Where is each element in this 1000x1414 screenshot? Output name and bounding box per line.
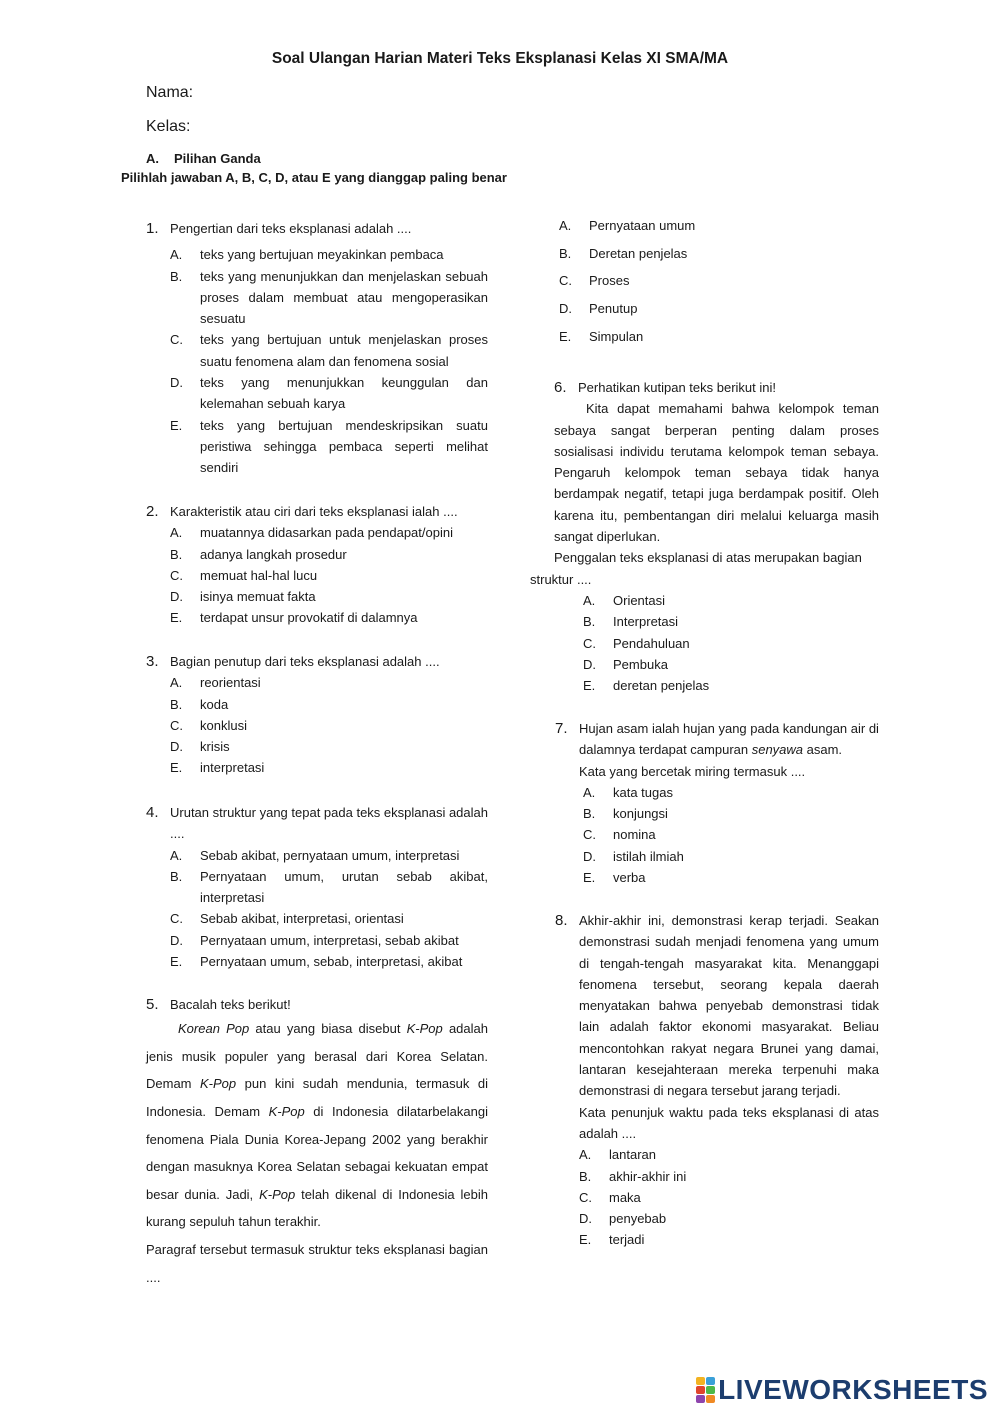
question-4 — [146, 802, 488, 972]
option-letter: A. — [579, 1147, 592, 1163]
option-text: terjadi — [609, 1232, 645, 1248]
option-letter: E. — [170, 760, 183, 776]
option-text: teks yang menunjukkan keunggulan dan kelemahan sebuah karya — [200, 375, 488, 412]
answer-option[interactable] — [170, 544, 488, 565]
question-6-passage: Kita dapat memahami bahwa kelompok teman sebaya sangat berperan penting dalam proses sosialisasi individu terutama kelompok teman sebaya. Pengaruh kelompok teman sebaya tidak hanya berdampak negatif, tetapi juga berdampak positif. Oleh karena itu, pembentangan diri melalui keluarga masih sangat diperlukan. — [554, 401, 879, 545]
option-letter: D. — [170, 375, 183, 391]
question-7-stem — [555, 718, 879, 761]
liveworksheets-logo — [696, 1374, 988, 1406]
option-letter: C. — [559, 273, 572, 289]
option-letter: D. — [170, 932, 183, 948]
option-letter: C. — [583, 827, 596, 843]
option-letter: E. — [170, 417, 183, 433]
option-letter: B. — [559, 245, 572, 261]
question-4-text: Urutan struktur yang tepat pada teks eksplanasi adalah .... — [170, 805, 488, 842]
question-8 — [555, 910, 879, 1251]
question-7-italic-word: senyawa — [751, 742, 804, 758]
option-text: akhir-akhir ini — [609, 1168, 687, 1184]
question-7-question: Kata yang bercetak miring termasuk .... — [579, 763, 806, 779]
question-4-number: 4. — [146, 804, 159, 821]
answer-option[interactable] — [170, 845, 488, 866]
option-letter: C. — [579, 1189, 592, 1205]
passage-italic: K-Pop — [268, 1104, 305, 1120]
answer-option[interactable] — [170, 736, 488, 757]
option-text: teks yang bertujuan untuk menjelaskan proses suatu fenomena alam dan fenomena sosial — [200, 332, 488, 369]
option-text: Sebab akibat, pernyataan umum, interpretasi — [200, 847, 460, 863]
question-5-passage — [146, 1015, 488, 1236]
option-text: istilah ilmiah — [613, 848, 684, 864]
question-3-stem — [146, 651, 488, 672]
question-3 — [146, 651, 488, 779]
answer-option[interactable] — [583, 654, 879, 675]
option-letter: E. — [170, 610, 183, 626]
question-6-text: Perhatikan kutipan teks berikut ini! — [578, 380, 776, 395]
question-3-options — [170, 672, 488, 778]
question-6-question: Penggalan teks eksplanasi di atas merupakan bagian — [554, 550, 862, 566]
answer-option[interactable] — [170, 672, 488, 693]
option-text: adanya langkah prosedur — [200, 546, 347, 562]
option-text: Pendahuluan — [613, 635, 690, 651]
logo-square — [706, 1377, 715, 1385]
answer-option[interactable] — [579, 1166, 879, 1187]
question-4-stem — [146, 802, 488, 845]
option-text: teks yang bertujuan mendeskripsikan suatu peristiwa sehingga pembaca seperti melihat sendiri — [200, 417, 488, 476]
answer-option[interactable] — [583, 590, 879, 611]
question-7-number: 7. — [555, 720, 568, 737]
answer-option[interactable] — [559, 212, 879, 240]
passage-text: pun kini sudah mendunia, termasuk di Indonesia. Demam — [146, 1076, 488, 1120]
answer-option[interactable] — [583, 633, 879, 654]
option-text: Deretan penjelas — [589, 245, 688, 261]
option-letter: B. — [583, 614, 596, 630]
option-letter: E. — [583, 870, 596, 886]
option-letter: B. — [170, 268, 183, 284]
question-8-number: 8. — [555, 912, 568, 929]
option-text: konjungsi — [613, 806, 668, 822]
question-5 — [146, 994, 488, 1291]
question-1-options — [170, 244, 488, 478]
question-8-stem — [555, 910, 879, 1102]
question-1-number: 1. — [146, 220, 159, 237]
option-letter: E. — [559, 328, 572, 344]
answer-option[interactable] — [583, 867, 879, 888]
name-field-label: Nama: — [146, 84, 194, 101]
question-5-options — [559, 212, 879, 351]
option-letter: E. — [583, 678, 596, 694]
question-3-text: Bagian penutup dari teks eksplanasi adalah .... — [170, 654, 440, 669]
question-7-text: Hujan asam ialah hujan yang pada kandungan air di dalamnya terdapat campuran — [579, 721, 879, 758]
option-text: teks yang menunjukkan dan menjelaskan sebuah proses dalam membuat atau mengoperasikan sesuatu — [200, 268, 488, 327]
option-text: teks yang bertujuan meyakinkan pembaca — [200, 247, 444, 263]
option-text: Pernyataan umum — [589, 218, 696, 233]
answer-option[interactable] — [170, 866, 488, 909]
option-text: kata tugas — [613, 784, 673, 800]
option-text: memuat hal-hal lucu — [200, 567, 318, 583]
answer-option[interactable] — [170, 244, 488, 265]
option-letter: A. — [170, 847, 183, 863]
option-text: muatannya didasarkan pada pendapat/opini — [200, 525, 453, 541]
liveworksheets-wordmark: LIVEWORKSHEETS — [718, 1374, 988, 1405]
question-5-number: 5. — [146, 996, 159, 1013]
answer-option[interactable] — [170, 930, 488, 951]
answer-option[interactable] — [559, 323, 879, 351]
option-text: Pembuka — [613, 656, 668, 672]
answer-option[interactable] — [170, 607, 488, 628]
logo-square — [696, 1395, 705, 1403]
answer-option[interactable] — [170, 415, 488, 479]
passage-text: atau yang biasa disebut — [249, 1021, 407, 1037]
question-8-options — [579, 1144, 879, 1250]
question-2-text: Karakteristik atau ciri dari teks eksplanasi ialah .... — [170, 504, 458, 519]
option-text: Pernyataan umum, interpretasi, sebab akibat — [200, 932, 459, 948]
answer-option[interactable] — [583, 675, 879, 696]
passage-text: di Indonesia dilatarbelakangi fenomena Piala Dunia Korea-Jepang 2002 yang berakhir dengan masuknya Korea Selatan sebagai kekuatan empat besar dunia. Jadi, — [146, 1104, 488, 1202]
answer-option[interactable] — [170, 522, 488, 543]
question-6-stem — [554, 377, 879, 398]
question-1-stem — [146, 218, 488, 239]
question-4-options — [170, 845, 488, 973]
option-text: koda — [200, 696, 229, 712]
option-letter: A. — [170, 525, 183, 541]
option-letter: C. — [170, 567, 183, 583]
option-letter: B. — [170, 546, 183, 562]
answer-option[interactable] — [559, 267, 879, 295]
passage-text: telah dikenal di Indonesia lebih kurang sepuluh tahun terakhir. — [146, 1186, 488, 1230]
answer-option[interactable] — [579, 1229, 879, 1250]
answer-option[interactable] — [170, 908, 488, 929]
answer-option[interactable] — [583, 611, 879, 632]
option-letter: E. — [579, 1232, 592, 1248]
passage-text: adalah jenis musik populer yang berasal dari Korea Selatan. Demam — [146, 1021, 488, 1092]
answer-option[interactable] — [170, 565, 488, 586]
option-letter: D. — [583, 848, 596, 864]
option-letter: D. — [583, 656, 596, 672]
option-letter: B. — [170, 696, 183, 712]
answer-option[interactable] — [583, 824, 879, 845]
section-label: Pilihan Ganda — [174, 151, 261, 166]
question-2-options — [170, 522, 488, 628]
option-text: lantaran — [609, 1147, 656, 1163]
option-text: terdapat unsur provokatif di dalamnya — [200, 610, 418, 626]
answer-option[interactable] — [170, 694, 488, 715]
question-2-stem — [146, 501, 488, 522]
option-letter: B. — [583, 806, 596, 822]
question-6-question-cont: struktur .... — [530, 571, 592, 587]
logo-square — [696, 1377, 705, 1385]
section-number: A. — [146, 151, 159, 166]
question-8-question: Kata penunjuk waktu pada teks eksplanasi di atas adalah .... — [579, 1104, 879, 1141]
option-text: isinya memuat fakta — [200, 589, 316, 605]
question-5-stem — [146, 994, 488, 1015]
option-text: deretan penjelas — [613, 678, 710, 694]
section-heading — [146, 151, 261, 166]
option-letter: B. — [579, 1168, 592, 1184]
option-text: Simpulan — [589, 328, 644, 344]
option-text: Sebab akibat, interpretasi, orientasi — [200, 911, 404, 927]
option-text: krisis — [200, 739, 230, 755]
option-letter: A. — [583, 784, 596, 800]
page-title: Soal Ulangan Harian Materi Teks Eksplanasi Kelas XI SMA/MA — [271, 50, 729, 67]
passage-italic: K-Pop — [406, 1021, 443, 1037]
option-text: penyebab — [609, 1211, 667, 1227]
answer-option[interactable] — [170, 372, 488, 415]
answer-option[interactable] — [170, 329, 488, 372]
liveworksheets-logo-icon — [696, 1377, 715, 1403]
question-8-text: Akhir-akhir ini, demonstrasi kerap terjadi. Seakan demonstrasi sudah menjadi fenomena yang umum di tengah-tengah masyarakat kita. Menanggapi fenomena tersebut, seorang kepala daerah menyatakan bahwa penyebab demonstrasi tidak lain adalah faktor ekonomi masyarakat. Beliau mencontohkan rakyat negara Brunei yang damai, lantaran kesejahteraan mereka terpenuhi maka demonstrasi di negara tersebut jarang terjadi. — [579, 913, 879, 1099]
class-field-label: Kelas: — [146, 118, 191, 135]
option-text: Pernyataan umum, sebab, interpretasi, akibat — [200, 954, 463, 970]
option-text: Penutup — [589, 301, 638, 317]
option-letter: E. — [170, 954, 183, 970]
question-6-number: 6. — [554, 379, 567, 396]
option-text: Orientasi — [613, 592, 666, 608]
question-2 — [146, 501, 488, 629]
logo-square — [696, 1386, 705, 1394]
answer-option[interactable] — [170, 951, 488, 972]
logo-square — [706, 1386, 715, 1394]
passage-italic: K-Pop — [259, 1186, 296, 1202]
answer-option[interactable] — [579, 1187, 879, 1208]
option-letter: A. — [559, 218, 572, 233]
question-7-options — [583, 782, 879, 888]
question-2-number: 2. — [146, 503, 159, 520]
option-text: Pernyataan umum, urutan sebab akibat, interpretasi — [200, 868, 488, 906]
option-text: konklusi — [200, 717, 247, 733]
option-letter: D. — [170, 739, 183, 755]
question-5-text: Bacalah teks berikut! — [170, 997, 291, 1012]
question-7 — [555, 718, 879, 888]
option-text: nomina — [613, 827, 656, 843]
question-1 — [146, 218, 488, 479]
option-text: Interpretasi — [613, 614, 679, 630]
question-6-options — [583, 590, 879, 696]
logo-square — [706, 1395, 715, 1403]
answer-option[interactable] — [170, 715, 488, 736]
answer-option[interactable] — [170, 266, 488, 330]
option-letter: A. — [170, 247, 183, 263]
answer-option[interactable] — [583, 846, 879, 867]
passage-italic: Korean Pop — [178, 1021, 250, 1037]
question-1-text: Pengertian dari teks eksplanasi adalah .... — [170, 221, 412, 236]
option-letter: C. — [583, 635, 596, 651]
answer-option[interactable] — [170, 757, 488, 778]
option-letter: D. — [579, 1211, 592, 1227]
option-text: interpretasi — [200, 760, 265, 776]
answer-option[interactable] — [583, 782, 879, 803]
option-text: verba — [613, 870, 646, 886]
option-letter: A. — [583, 592, 596, 608]
passage-italic: K-Pop — [200, 1076, 237, 1092]
answer-option[interactable] — [170, 586, 488, 607]
answer-option[interactable] — [583, 803, 879, 824]
option-text: Proses — [589, 273, 630, 289]
answer-option[interactable] — [579, 1144, 879, 1165]
option-letter: D. — [559, 301, 572, 317]
question-7-text-end: asam. — [803, 742, 843, 758]
question-6 — [530, 377, 879, 696]
option-text: maka — [609, 1189, 641, 1205]
instruction: Pilihlah jawaban A, B, C, D, atau E yang dianggap paling benar — [121, 170, 507, 185]
answer-option[interactable] — [559, 240, 879, 268]
answer-option[interactable] — [579, 1208, 879, 1229]
option-letter: D. — [170, 589, 183, 605]
option-letter: C. — [170, 717, 183, 733]
option-letter: C. — [170, 911, 183, 927]
option-text: reorientasi — [200, 675, 261, 691]
option-letter: A. — [170, 675, 183, 691]
question-5-question: Paragraf tersebut termasuk struktur teks eksplanasi bagian .... — [146, 1242, 488, 1285]
option-letter: C. — [170, 332, 183, 348]
question-3-number: 3. — [146, 653, 159, 670]
answer-option[interactable] — [559, 295, 879, 323]
option-letter: B. — [170, 868, 183, 884]
